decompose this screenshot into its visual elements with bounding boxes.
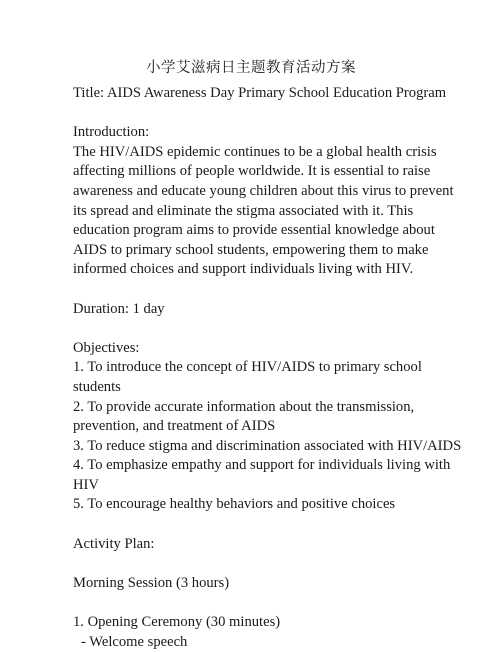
paragraph-gap [73,280,443,300]
introduction-line: awareness and educate young children about this virus to prevent [73,182,454,199]
objective-line: students [73,378,121,395]
paragraph-gap [73,319,443,339]
objective-line: HIV [73,476,99,493]
introduction-label: Introduction: [73,124,150,141]
paragraph-gap [73,593,443,613]
introduction-line: informed choices and support individuals living with HIV. [73,261,414,278]
activity-item: 1. Opening Ceremony (30 minutes) [73,614,281,631]
paragraph-gap [73,104,443,124]
paragraph-gap [73,515,443,535]
document-body [73,84,462,652]
document-heading: 小学艾滋病日主题教育活动方案 [146,60,356,76]
activity-subitem: - Welcome speech [81,633,188,650]
objective-line: 2. To provide accurate information about the transmission, [73,398,415,415]
objective-line: prevention, and treatment of AIDS [73,418,276,435]
objective-line: 5. To encourage healthy behaviors and positive choices [73,496,396,513]
introduction-line: affecting millions of people worldwide. It is essential to raise [73,163,431,180]
paragraph-gap [73,554,443,574]
title-line: Title: AIDS Awareness Day Primary School Education Program [73,85,447,101]
introduction-line: AIDS to primary school students, empowering them to make [73,241,429,258]
introduction-line: education program aims to provide essential knowledge about [73,222,435,239]
objectives-label: Objectives: [73,339,140,356]
objective-line: 3. To reduce stigma and discrimination associated with HIV/AIDS [73,437,462,454]
objective-line: 4. To emphasize empathy and support for individuals living with [73,457,451,474]
activity-plan-label: Activity Plan: [73,535,155,552]
morning-session-heading: Morning Session (3 hours) [73,574,230,591]
introduction-line: The HIV/AIDS epidemic continues to be a global health crisis [73,143,437,160]
duration-line: Duration: 1 day [73,300,165,317]
introduction-line: its spread and eliminate the stigma associated with it. This [73,202,414,219]
objective-line: 1. To introduce the concept of HIV/AIDS to primary school [73,359,422,376]
